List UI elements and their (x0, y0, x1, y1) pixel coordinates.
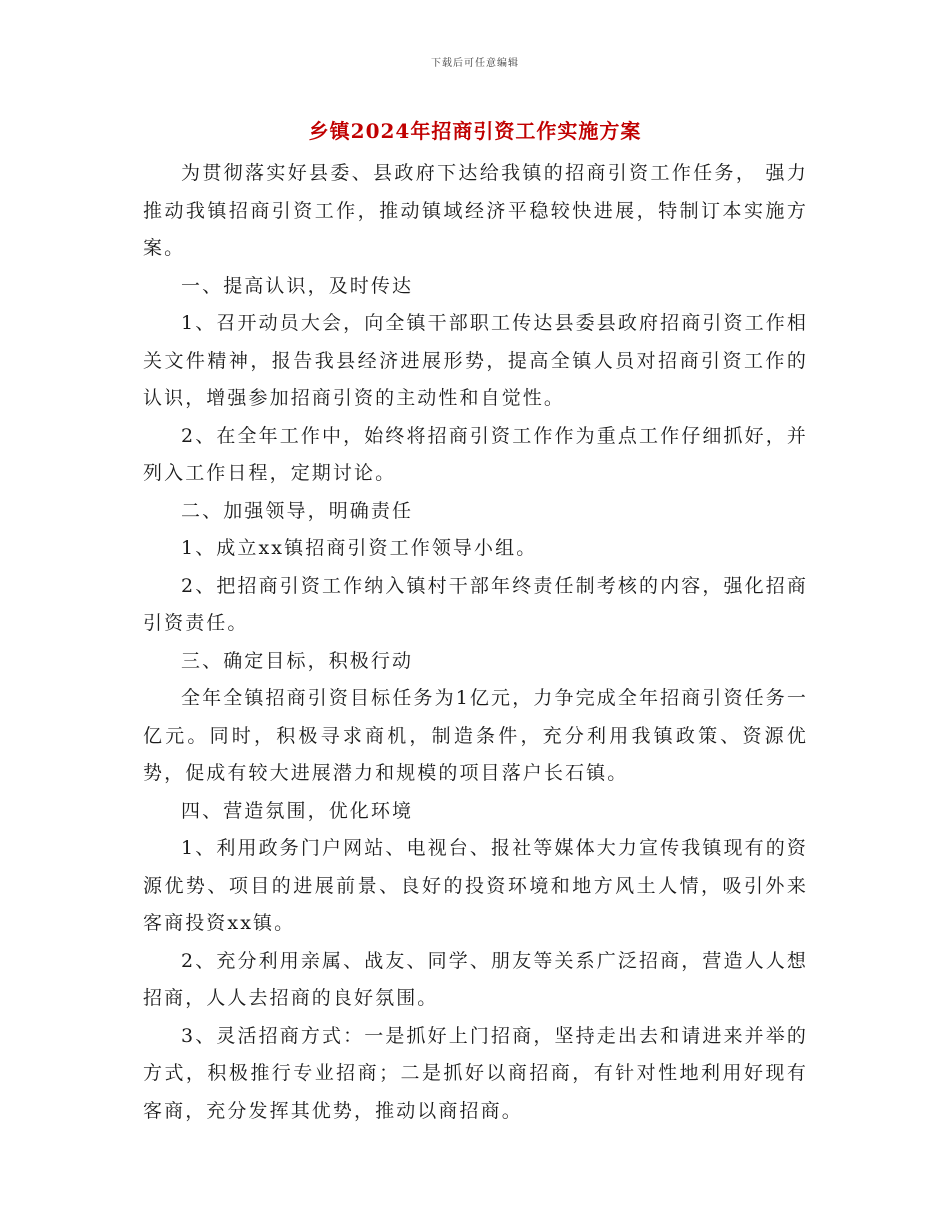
header-note: 下载后可任意编辑 (431, 58, 519, 69)
paragraph: 1、召开动员大会，向全镇干部职工传达县委县政府招商引资工作相关文件精神，报告我县经济进展形势，提高全镇人员对招商引资工作的认识，增强参加招商引资的主动性和自觉性。 (143, 312, 808, 409)
section-heading: 二、加强领导，明确责任 (181, 499, 414, 522)
paragraph: 3、灵活招商方式：一是抓好上门招商，坚持走出去和请进来并举的方式，积极推行专业招商；二是抓好以商招商，有针对性地利用好现有客商，充分发挥其优势，推动以商招商。 (143, 1024, 808, 1122)
intro-paragraph: 为贯彻落实好县委、县政府下达给我镇的招商引资工作任务， 强力推动我镇招商引资工作，推动镇域经济平稳较快进展，特制订本实施方案。 (143, 162, 808, 259)
paragraph: 1、利用政务门户网站、电视台、报社等媒体大力宣传我镇现有的资源优势、项目的进展前景、良好的投资环境和地方风土人情，吸引外来客商投资xx镇。 (143, 837, 808, 934)
paragraph: 1、成立xx镇招商引资工作领导小组。 (181, 537, 538, 559)
paragraph: 全年全镇招商引资目标任务为1亿元，力争完成全年招商引资任务一亿元。同时，积极寻求商机，制造条件，充分利用我镇政策、资源优势，促成有较大进展潜力和规模的项目落户长石镇。 (143, 687, 808, 784)
section-heading: 四、营造氛围，优化环境 (181, 799, 414, 822)
document-body (143, 155, 808, 1130)
paragraph: 2、在全年工作中，始终将招商引资工作作为重点工作仔细抓好，并列入工作日程，定期讨论。 (143, 424, 808, 484)
paragraph: 2、把招商引资工作纳入镇村干部年终责任制考核的内容，强化招商引资责任。 (143, 574, 808, 634)
paragraph: 2、充分利用亲属、战友、同学、朋友等关系广泛招商，营造人人想招商，人人去招商的良好氛围。 (143, 949, 808, 1009)
document-title: 乡镇2024年招商引资工作实施方案 (308, 119, 642, 143)
section-heading: 一、提高认识，及时传达 (181, 274, 414, 297)
section-heading: 三、确定目标，积极行动 (181, 649, 414, 672)
